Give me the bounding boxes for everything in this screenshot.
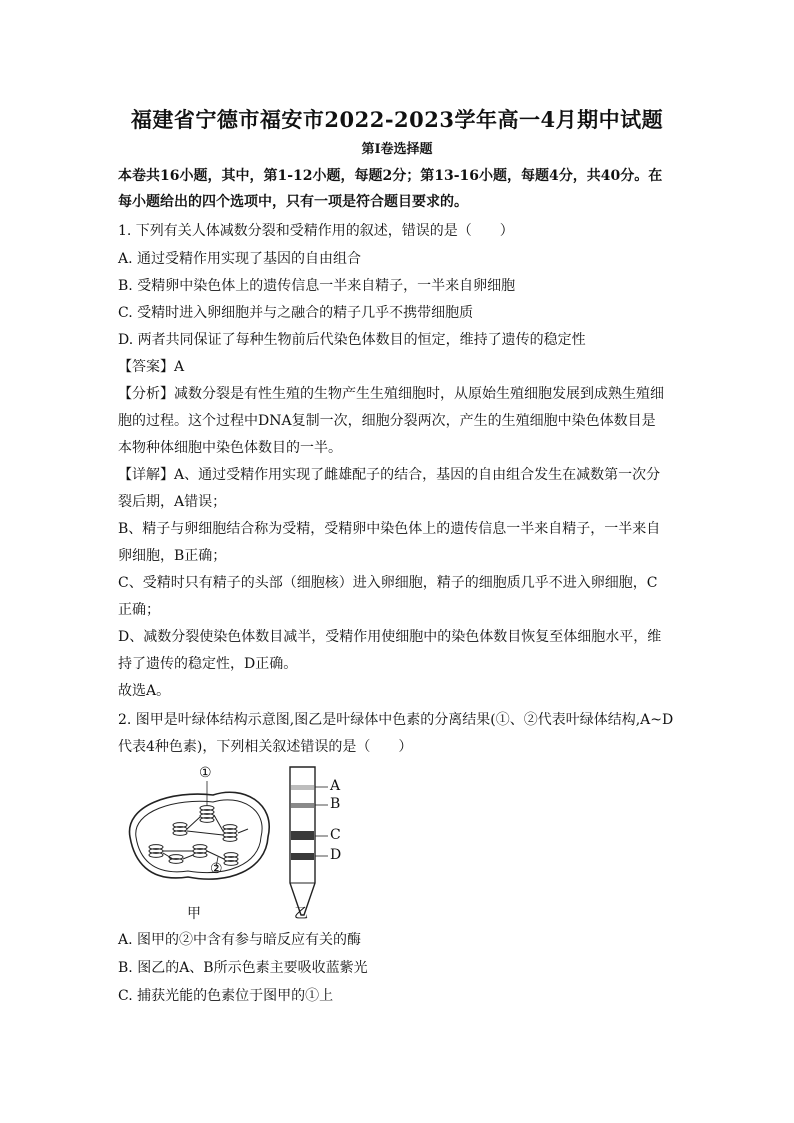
q1-detail-line-6: 正确； bbox=[118, 602, 160, 618]
q2-option-c: C. 捕获光能的色素位于图甲的①上 bbox=[118, 988, 334, 1004]
granum-6 bbox=[169, 855, 183, 864]
band-d bbox=[291, 853, 314, 860]
q1-detail-line-7: D、减数分裂使染色体数目减半，受精作用使细胞中的染色体数目恢复至体细胞水平，维 bbox=[118, 629, 662, 645]
label-1: ① bbox=[199, 765, 212, 781]
q1-detail-line-1: 【详解】A、通过受精作用实现了雌雄配子的结合，基因的自由组合发生在减数第一次分 bbox=[118, 467, 661, 483]
q1-analysis-line-2: 胞的过程。这个过程中DNA复制一次，细胞分裂两次，产生的生殖细胞中染色体数目是 bbox=[118, 413, 656, 429]
instructions-line-2: 每小题给出的四个选项中，只有一项是符合题目要求的。 bbox=[118, 194, 468, 210]
label-2: ② bbox=[210, 861, 223, 877]
band-label-c: C bbox=[330, 827, 341, 843]
q1-detail-line-3: B、精子与卵细胞结合称为受精，受精卵中染色体上的遗传信息一半来自精子，一半来自 bbox=[118, 521, 661, 537]
q1-detail-line-2: 裂后期，A错误； bbox=[118, 494, 227, 510]
granum-1 bbox=[200, 806, 214, 823]
band-label-b: B bbox=[330, 796, 341, 812]
band-b bbox=[291, 803, 314, 808]
granum-2 bbox=[173, 823, 187, 836]
q2-stem-line-1: 2. 图甲是叶绿体结构示意图,图乙是叶绿体中色素的分离结果(①、②代表叶绿体结构,A~D bbox=[118, 712, 674, 728]
instructions-line-1: 本卷共16小题，其中，第1-12小题，每题2分；第13-16小题，每题4分，共40分。在 bbox=[118, 168, 663, 184]
q1-detail-line-5: C、受精时只有精子的头部（细胞核）进入卵细胞，精子的细胞质几乎不进入卵细胞，C bbox=[118, 575, 658, 591]
q1-detail-line-9: 故选A。 bbox=[118, 683, 171, 699]
section-title: 第I卷选择题 bbox=[361, 142, 433, 157]
q1-option-c: C. 受精时进入卵细胞并与之融合的精子几乎不携带细胞质 bbox=[118, 305, 474, 321]
q1-option-a: A. 通过受精作用实现了基因的自由组合 bbox=[118, 251, 362, 267]
band-label-a: A bbox=[330, 778, 341, 794]
q2-figure bbox=[118, 765, 368, 925]
q2-stem-line-2: 代表4种色素)，下列相关叙述错误的是（ ） bbox=[118, 739, 413, 755]
q1-analysis-line-1: 【分析】减数分裂是有性生殖的生物产生生殖细胞时，从原始生殖细胞发展到成熟生殖细 bbox=[118, 386, 664, 402]
q1-option-d: D. 两者共同保证了每种生物前后代染色体数目的恒定，维持了遗传的稳定性 bbox=[118, 332, 586, 348]
q1-option-b: B. 受精卵中染色体上的遗传信息一半来自精子，一半来自卵细胞 bbox=[118, 278, 516, 294]
page-title: 福建省宁德市福安市2022-2023学年高一4月期中试题 bbox=[130, 107, 664, 132]
figure-caption-jia: 甲 bbox=[187, 906, 201, 922]
figure-caption-yi: 乙 bbox=[294, 906, 308, 922]
granum-4 bbox=[149, 845, 163, 858]
granum-7 bbox=[224, 853, 238, 866]
chloroplast-inner-membrane bbox=[136, 800, 262, 873]
band-a bbox=[291, 785, 314, 790]
q2-option-a: A. 图甲的②中含有参与暗反应有关的酶 bbox=[118, 932, 362, 948]
q1-stem: 1. 下列有关人体减数分裂和受精作用的叙述，错误的是（ ） bbox=[118, 223, 514, 239]
q1-answer: 【答案】A bbox=[118, 359, 185, 375]
band-label-d: D bbox=[330, 847, 342, 863]
grana-stacks bbox=[149, 806, 248, 866]
band-c bbox=[291, 831, 314, 840]
q2-option-b: B. 图乙的A、B所示色素主要吸收蓝紫光 bbox=[118, 960, 368, 976]
granum-5 bbox=[193, 845, 207, 858]
granum-3 bbox=[223, 825, 237, 842]
q1-detail-line-8: 持了遗传的稳定性，D正确。 bbox=[118, 656, 298, 672]
q1-detail-line-4: 卵细胞，B正确； bbox=[118, 548, 227, 564]
q1-analysis-line-3: 本物种体细胞中染色体数目的一半。 bbox=[118, 440, 342, 456]
